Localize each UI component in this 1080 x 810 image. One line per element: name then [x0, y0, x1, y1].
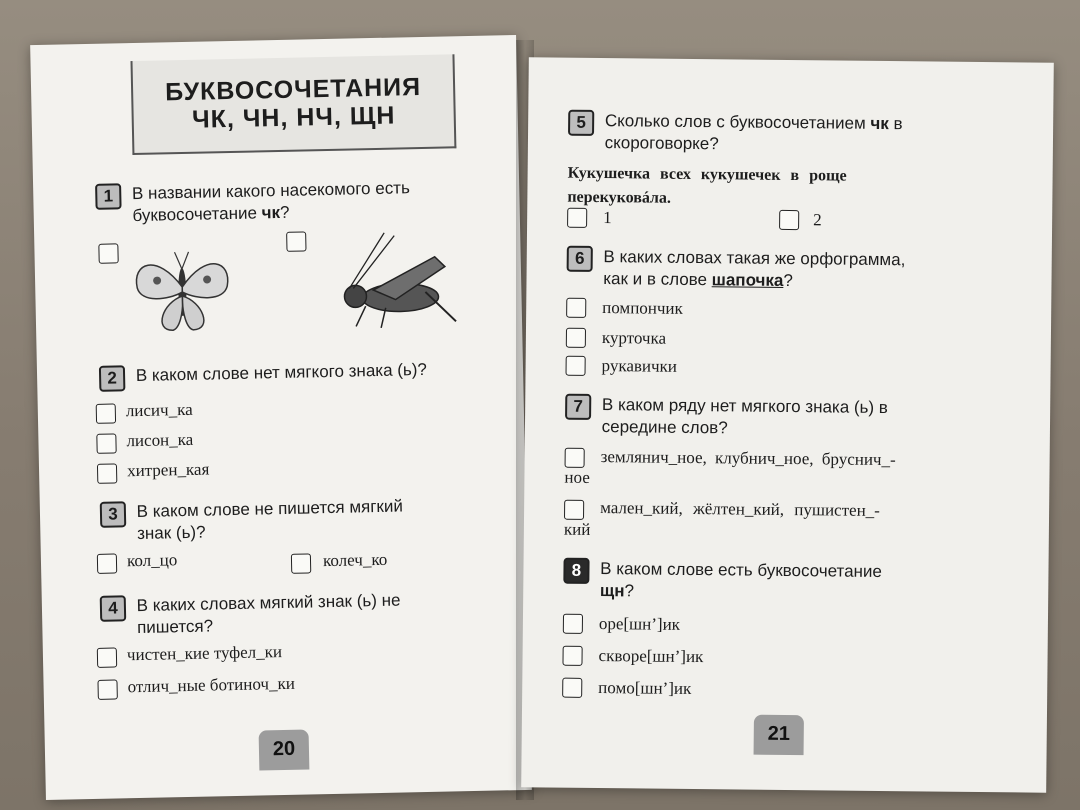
- answer-option: чистен_кие туфел_ки: [126, 642, 283, 665]
- answer-checkbox[interactable]: [566, 356, 586, 376]
- answer-checkbox[interactable]: [96, 403, 116, 423]
- answer-option: скворе[шн’]ик: [598, 646, 704, 667]
- question-3: [100, 493, 516, 546]
- question-2: [99, 357, 509, 392]
- answer-option: помо[шн’]ик: [598, 678, 692, 699]
- title-line-2: ЧК, ЧН, НЧ, ЩН: [191, 101, 396, 134]
- answer-checkbox[interactable]: [291, 553, 311, 573]
- question-6: [566, 246, 1041, 295]
- page-number: 20: [259, 729, 310, 770]
- answer-checkbox[interactable]: [565, 448, 585, 468]
- answer-option: 1: [603, 208, 612, 228]
- answer-option: 2: [813, 210, 822, 230]
- question-text: В названии какого насекомого есть буквосочетание чк?: [131, 178, 411, 226]
- tongue-twister: Кукушечка всех кукушечек в роще перекуковáла.: [567, 164, 847, 207]
- right-page: [521, 57, 1054, 792]
- question-text: В каком слове нет мягкого знака (ь)?: [135, 359, 428, 386]
- answer-checkbox[interactable]: [97, 553, 117, 573]
- question-text: В каком слове не пишется мягкий знак (ь)?: [136, 496, 404, 544]
- question-number: 5: [568, 110, 594, 136]
- answer-checkbox[interactable]: [566, 328, 586, 348]
- answer-checkbox[interactable]: [566, 298, 586, 318]
- answer-option: колеч_ко: [322, 549, 388, 571]
- answer-option: лисич_ка: [125, 399, 193, 421]
- question-5: [568, 110, 1038, 159]
- title-line-1: БУКВОСОЧЕТАНИЯ: [164, 72, 422, 107]
- page-number: 21: [754, 715, 804, 756]
- grasshopper-icon: [324, 226, 466, 339]
- answer-checkbox[interactable]: [97, 679, 117, 699]
- question-8: [563, 558, 1038, 607]
- question-number: 3: [100, 501, 127, 528]
- question-number: 4: [100, 595, 127, 622]
- section-title-box: [131, 54, 457, 155]
- answer-option: лисон_ка: [126, 429, 194, 451]
- question-4: [100, 587, 521, 640]
- answer-checkbox[interactable]: [564, 500, 584, 520]
- answer-option: помпончик: [602, 298, 683, 318]
- question-text: В каких словах мягкий знак (ь) не пишется?: [136, 590, 401, 638]
- answer-checkbox[interactable]: [567, 208, 587, 228]
- question-1: [95, 175, 506, 228]
- answer-checkbox-grasshopper[interactable]: [286, 231, 306, 251]
- answer-checkbox[interactable]: [562, 646, 582, 666]
- question-text: В каком слове есть буквосочетание щн?: [599, 559, 883, 601]
- answer-checkbox[interactable]: [96, 433, 116, 453]
- answer-option: хитрен_кая: [126, 459, 210, 481]
- answer-option-continuation: кий: [563, 519, 591, 539]
- answer-option: землянич_ное, клубнич_ное, бруснич_-: [600, 447, 896, 470]
- left-page: [30, 35, 532, 800]
- question-number: 1: [95, 183, 122, 210]
- answer-option: оре[шн’]ик: [598, 614, 681, 634]
- answer-checkbox[interactable]: [779, 210, 799, 230]
- butterfly-icon: [126, 241, 238, 343]
- answer-option: отлич_ные ботиноч_ки: [127, 673, 296, 697]
- answer-option-continuation: ное: [564, 467, 590, 487]
- question-number: 6: [567, 246, 593, 272]
- answer-option: кол_цо: [126, 550, 178, 571]
- answer-option: курточка: [601, 328, 667, 348]
- answer-checkbox[interactable]: [97, 647, 117, 667]
- answer-option: мален_кий, жёлтен_кий, пушистен_-: [600, 498, 881, 520]
- answer-checkbox[interactable]: [563, 614, 583, 634]
- question-text: В каком ряду нет мягкого знака (ь) в середине слов?: [601, 395, 888, 438]
- question-text: Сколько слов с буквосочетанием чк в скороговорке?: [604, 111, 903, 154]
- question-text: В каких словах такая же орфограмма, как и в слове шапочка?: [603, 247, 906, 291]
- question-number: 2: [99, 365, 126, 392]
- answer-checkbox[interactable]: [97, 463, 117, 483]
- question-number: 7: [565, 394, 591, 420]
- answer-option: рукавички: [601, 356, 678, 376]
- answer-checkbox[interactable]: [562, 678, 582, 698]
- question-number: 8: [563, 558, 589, 584]
- answer-checkbox-butterfly[interactable]: [98, 243, 118, 263]
- question-7: [565, 394, 1040, 443]
